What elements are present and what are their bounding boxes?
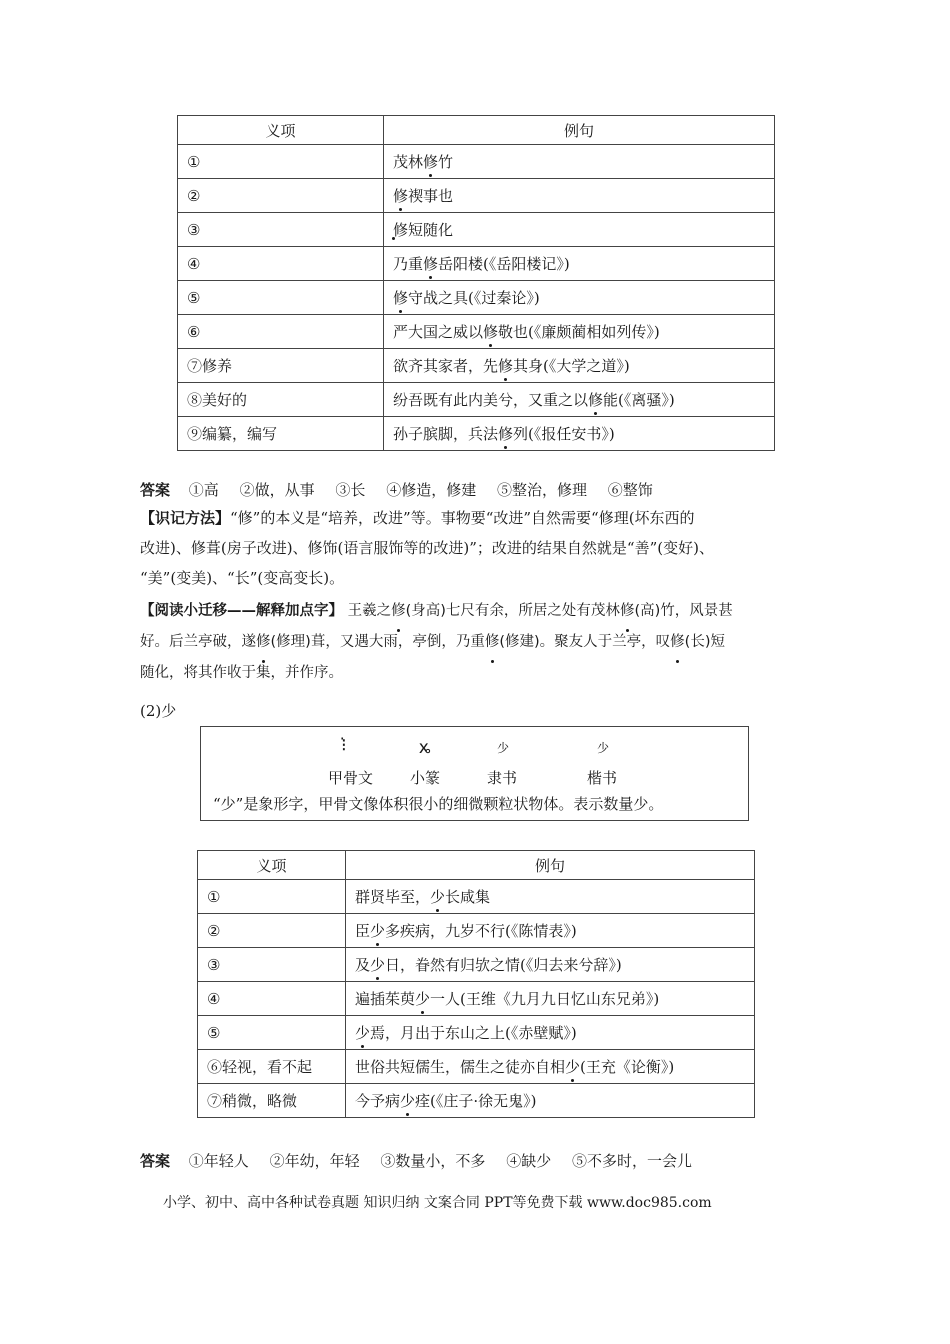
meaning-cell: ① (198, 880, 346, 914)
answer-item: ④修造，修建 (386, 481, 477, 499)
meaning-cell: ④ (198, 982, 346, 1016)
table-row (178, 145, 775, 179)
clerical-script-glyph: 少 (497, 741, 510, 755)
reading-text: 好。后兰亭破，遂 (140, 634, 256, 650)
reading-line-1 (140, 596, 820, 627)
dotted-char: 修 (498, 425, 514, 443)
table-row (198, 914, 755, 948)
answer-item: ②年幼，年轻 (269, 1152, 360, 1170)
memory-text: “修”的本义是“培养，改进”等。事物要“改进”自然需要“修理(坏东西的 (230, 509, 695, 527)
example-cell (346, 1016, 755, 1050)
meaning-cell: ⑨编纂，编写 (178, 417, 384, 451)
dotted-char: 修 (620, 596, 635, 627)
dotted-char: 修 (588, 391, 604, 409)
dotted-char: 少 (430, 888, 446, 906)
example-cell (384, 247, 775, 281)
answer-item: ①高 (188, 481, 219, 499)
meaning-cell: ④ (178, 247, 384, 281)
example-text: 焉，月出于东山之上(《赤壁赋》) (370, 1024, 577, 1042)
dotted-char: 少 (565, 1058, 581, 1076)
character-description: “少”是象形字，甲骨文像体积很小的细微颗粒状物体。表示数量少。 (213, 795, 664, 813)
dotted-char: 修 (485, 627, 500, 658)
meaning-cell: ⑤ (198, 1016, 346, 1050)
memory-method-label: 【识记方法】 (140, 509, 231, 527)
example-cell (346, 1050, 755, 1084)
dotted-char: 少 (370, 922, 386, 940)
table-row (178, 247, 775, 281)
example-cell (384, 281, 775, 315)
table-row (178, 281, 775, 315)
dotted-char: 修 (256, 627, 271, 658)
example-text: 及 (355, 956, 371, 974)
meaning-cell: ⑦稍微，略微 (198, 1084, 346, 1118)
table-row (198, 982, 755, 1016)
memory-line-2: 改进)、修葺(房子改进)、修饰(语言服饰等的改进)”；改进的结果自然就是“善”(变好)、 (140, 539, 714, 557)
answer-line-2 (140, 1150, 708, 1171)
example-text: 守战之具(《过秦论》) (408, 289, 540, 307)
dotted-char: 修 (423, 153, 439, 171)
dotted-char: 修 (498, 357, 514, 375)
caption-regular-script: 楷书 (587, 769, 618, 787)
answer-item: ⑤整治，修理 (496, 481, 587, 499)
oracle-bone-glyph: ⁝̇ (341, 735, 347, 756)
example-text: 修短随化 (393, 221, 454, 239)
dotted-char: 修 (393, 289, 409, 307)
answer-item: ⑤不多时，一会儿 (571, 1152, 692, 1170)
dotted-char: 修 (483, 323, 499, 341)
meaning-cell: ③ (178, 213, 384, 247)
column-header-meaning: 义项 (178, 116, 384, 145)
table-row (198, 1050, 755, 1084)
table-row (178, 383, 775, 417)
example-text: 世俗共短儒生，儒生之徒亦自相 (355, 1058, 566, 1076)
dotted-char: 少 (355, 1024, 371, 1042)
table-row (198, 1016, 755, 1050)
answer-item: ④缺少 (506, 1152, 552, 1170)
example-text: 一人(王维《九月九日忆山东兄弟》) (430, 990, 660, 1008)
example-text: 臣 (355, 922, 371, 940)
example-text: 遍插茱萸 (355, 990, 416, 1008)
example-text: 茂林 (393, 153, 424, 171)
column-header-meaning: 义项 (198, 851, 346, 880)
example-text: 竹 (438, 153, 454, 171)
reading-label: 【阅读小迁移——解释加点字】 (140, 603, 343, 619)
example-text: 严大国之威以 (393, 323, 484, 341)
meaning-cell: ⑤ (178, 281, 384, 315)
meaning-cell: ② (178, 179, 384, 213)
table-header-row (178, 116, 775, 145)
memory-line-1 (140, 503, 820, 533)
meaning-cell: ③ (198, 948, 346, 982)
caption-oracle-bone: 甲骨文 (328, 769, 374, 787)
reading-text: 王羲之 (347, 603, 392, 619)
reading-line-3: 随化，将其作收于集，并作序。 (140, 665, 343, 681)
dotted-char: 修 (393, 187, 409, 205)
example-text: (王充《论衡》) (580, 1058, 675, 1076)
example-cell (346, 880, 755, 914)
reading-text: (长)短 (684, 634, 725, 650)
answer-item: ⑥整饰 (607, 481, 653, 499)
table-row (198, 948, 755, 982)
example-text: 痊(《庄子·徐无鬼》) (415, 1092, 537, 1110)
example-text: 今予病 (355, 1092, 401, 1110)
example-cell (384, 145, 775, 179)
memory-line-3: “美”(变美)、“长”(变高变长)。 (140, 569, 345, 587)
table-header-row (198, 851, 755, 880)
example-cell (384, 383, 775, 417)
example-text: 群贤毕至， (355, 888, 431, 906)
table-row (178, 213, 775, 247)
example-text: 列(《报任安书》) (513, 425, 615, 443)
example-text: 日，眷然有归欤之情(《归去来兮辞》) (385, 956, 622, 974)
meaning-cell: ⑦修养 (178, 349, 384, 383)
example-cell (346, 914, 755, 948)
dotted-char: 少 (370, 956, 386, 974)
caption-seal-script: 小篆 (410, 769, 441, 787)
reading-line-2 (140, 627, 820, 658)
answer-item: ③数量小，不多 (380, 1152, 486, 1170)
example-text: 孙子膑脚，兵法 (393, 425, 499, 443)
dotted-char: 修 (423, 255, 439, 273)
answer-label: 答案 (140, 1152, 171, 1170)
reading-text: (修理)葺，又遇大雨，亭倒，乃重 (270, 634, 485, 650)
section-title: (2)少 (140, 702, 177, 720)
example-text: 纷吾既有此内美兮，又重之以 (393, 391, 589, 409)
answer-label: 答案 (140, 481, 171, 499)
answer-item: ③长 (335, 481, 366, 499)
caption-clerical-script: 隶书 (487, 769, 518, 787)
example-text: 禊事也 (408, 187, 454, 205)
meaning-cell: ⑥轻视，看不起 (198, 1050, 346, 1084)
column-header-example: 例句 (384, 116, 775, 145)
answer-line-1 (140, 479, 669, 500)
table-row (198, 880, 755, 914)
example-text: 其身(《大学之道》) (513, 357, 630, 375)
answer-item: ②做，从事 (239, 481, 315, 499)
example-text: 敬也(《廉颇蔺相如列传》) (498, 323, 660, 341)
reading-text: (修建)。聚友人于兰亭，叹 (499, 634, 671, 650)
seal-script-glyph: ꭖ (419, 737, 431, 758)
example-cell (384, 417, 775, 451)
reading-text: (高)竹，风景甚 (634, 603, 733, 619)
example-text: 岳阳楼(《岳阳楼记》) (438, 255, 570, 273)
meaning-cell: ⑧美好的 (178, 383, 384, 417)
example-cell (384, 315, 775, 349)
memory-method-paragraph (140, 503, 820, 593)
example-text: 能(《离骚》) (603, 391, 675, 409)
meaning-cell: ① (178, 145, 384, 179)
table-row (178, 417, 775, 451)
reading-transfer-paragraph (140, 596, 820, 689)
dotted-char: 修 (391, 596, 406, 627)
example-text: 长咸集 (445, 888, 491, 906)
reading-text: (身高)七尺有余，所居之处有茂林 (405, 603, 620, 619)
meaning-cell: ⑥ (178, 315, 384, 349)
example-cell (346, 982, 755, 1016)
dotted-char: 少 (400, 1092, 416, 1110)
example-text: 多疾病，九岁不行(《陈情表》) (385, 922, 577, 940)
example-text: 乃重 (393, 255, 424, 273)
meaning-cell: ② (198, 914, 346, 948)
example-cell (346, 948, 755, 982)
column-header-example: 例句 (346, 851, 755, 880)
example-cell (384, 179, 775, 213)
example-cell (384, 349, 775, 383)
table-row (178, 315, 775, 349)
answer-item: ①年轻人 (188, 1152, 249, 1170)
regular-script-glyph: 少 (597, 741, 610, 755)
example-cell (384, 213, 775, 247)
character-evolution-box (200, 726, 749, 821)
footer-banner: 小学、初中、高中各种试卷真题 知识归纳 文案合同 PPT等免费下载 www.doc985.com (163, 1195, 712, 1211)
definition-table-shao (197, 850, 755, 1118)
definition-table-xiu (177, 115, 775, 451)
example-cell (346, 1084, 755, 1118)
table-row (178, 179, 775, 213)
example-text: 欲齐其家者，先 (393, 357, 499, 375)
dotted-char: 修 (670, 627, 685, 658)
dotted-char: 少 (415, 990, 431, 1008)
table-row (178, 349, 775, 383)
table-row (198, 1084, 755, 1118)
